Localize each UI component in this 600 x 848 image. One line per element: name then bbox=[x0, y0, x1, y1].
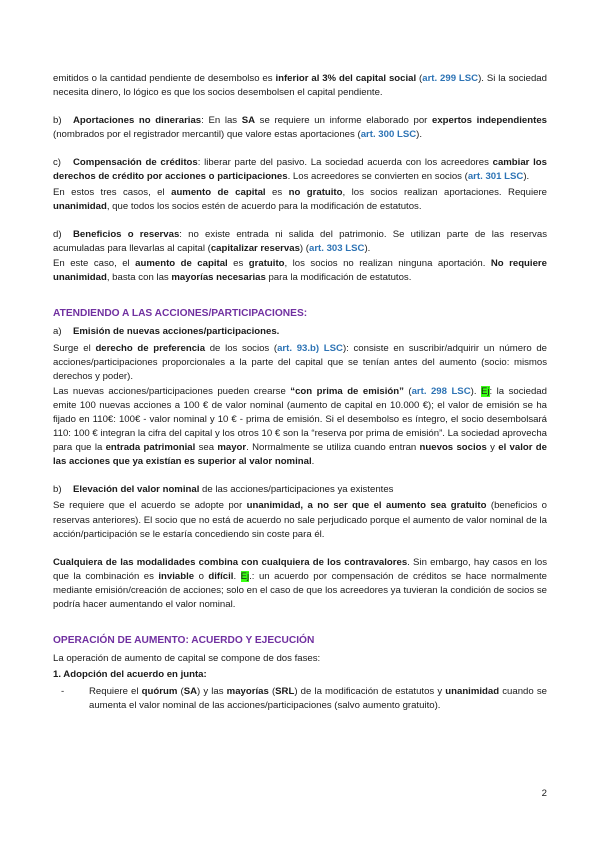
bold-text: Compensación de créditos bbox=[73, 157, 198, 169]
bold-text: SRL bbox=[275, 685, 295, 697]
text: , los socios realizan aportaciones. Requiere bbox=[342, 186, 547, 198]
paragraph-prima-emision bbox=[53, 385, 547, 470]
text: es bbox=[265, 186, 289, 198]
text: Surge el bbox=[53, 342, 96, 354]
text: ( bbox=[416, 73, 423, 84]
text: ( bbox=[177, 685, 184, 697]
text: ( bbox=[403, 385, 412, 397]
article-reference: art. 93.b) LSC bbox=[277, 342, 343, 354]
article-reference: art. 301 LSC bbox=[467, 171, 524, 183]
article-reference: art. 303 LSC bbox=[308, 242, 365, 254]
text: cuando se aumenta el valor nominal de las acciones/participaciones (salvo aumento gratuito). bbox=[89, 685, 547, 711]
paragraph-compensacion-creditos bbox=[53, 156, 547, 184]
text: ): consiste en suscribir/adquirir un número de acciones/participaciones proporcionales a la parte del capital que se tenían antes del aumento (socio: mismos derechos y poder). bbox=[53, 342, 548, 382]
bold-text: No requiere unanimidad bbox=[53, 257, 547, 284]
bold-text: 1. Adopción del acuerdo en junta: bbox=[53, 669, 207, 681]
paragraph-beneficios-reservas bbox=[53, 228, 547, 256]
text: ). bbox=[523, 171, 530, 183]
bold-text: unanimidad bbox=[53, 200, 107, 212]
bold-text: mayorías bbox=[226, 685, 269, 697]
text: . bbox=[311, 456, 315, 468]
text: Las nuevas acciones/participaciones pueden crearse bbox=[53, 385, 291, 397]
bold-text: “con prima de emisión” bbox=[290, 385, 404, 397]
text: . bbox=[233, 570, 241, 582]
text: ) ( bbox=[299, 242, 309, 254]
text: Requiere el bbox=[89, 685, 142, 697]
bold-text: no gratuito bbox=[288, 186, 343, 198]
bold-text: SA bbox=[183, 685, 198, 697]
bold-text: difícil bbox=[208, 570, 234, 582]
text: es bbox=[227, 257, 249, 269]
bold-text: Beneficios o reservas bbox=[73, 228, 180, 240]
text: (nombrados por el registrador mercantil) que valore estas aportaciones ( bbox=[53, 129, 361, 141]
bold-text: nuevos socios bbox=[419, 442, 487, 454]
dash-marker: - bbox=[61, 685, 65, 697]
list-label: d) bbox=[53, 228, 62, 240]
text: y bbox=[486, 442, 499, 454]
text: ). bbox=[364, 242, 371, 254]
section-heading-acciones: ATENDIENDO A LAS ACCIONES/PARTICIPACIONES: bbox=[53, 308, 308, 320]
article-reference: art. 298 LSC bbox=[411, 385, 471, 397]
list-label: c) bbox=[53, 157, 61, 169]
list-label: a) bbox=[53, 326, 62, 338]
subheading-adopcion bbox=[53, 668, 547, 682]
paragraph-desembolso bbox=[53, 72, 547, 100]
paragraph-aportaciones-no-dinerarias bbox=[53, 114, 547, 142]
bold-text: entrada patrimonial bbox=[105, 442, 196, 454]
document-page bbox=[53, 72, 547, 713]
text: .: un acuerdo por compensación de créditos se hace normalmente mediante emisión/creación de acciones; solo en el caso de que los acreedores ya tuvieran la condición de socios se podría hacer aumentando el valor nominal. bbox=[53, 570, 547, 610]
list-label: b) bbox=[53, 484, 62, 496]
article-reference: art. 299 LSC bbox=[422, 73, 479, 84]
text: para la modificación de estatutos. bbox=[265, 272, 412, 284]
bold-text: capitalizar reservas bbox=[210, 242, 300, 254]
paragraph-elevacion bbox=[53, 499, 547, 541]
bold-text: Elevación del valor nominal bbox=[73, 484, 200, 496]
text: : la sociedad emite 100 nuevas acciones a 100 € de valor nominal (aumento de capital en 10.000 €); el valor de emisión se ha fijado en 110€: 100€ - valor nominal y 10 € - prima de emisión. Si el desembolso es íntegro, el socio desembolsará 110: 100 € integran la cifra del capital y los otros 10 € son la “reserva por prima de emisión”. La sociedad aprovecha para que la bbox=[53, 385, 547, 454]
paragraph-combinacion bbox=[53, 556, 547, 612]
list-item bbox=[61, 685, 547, 713]
bold-text: aumento de capital bbox=[171, 186, 266, 198]
text: , que todos los socios estén de acuerdo para la modificación de estatutos. bbox=[106, 200, 422, 212]
text: ) de la modificación de estatutos y bbox=[294, 685, 446, 697]
subheading-elevacion bbox=[53, 483, 547, 497]
text: ). Si la sociedad necesita dinero, lo lógico es que los socios desembolsen el capital pendiente. bbox=[53, 73, 547, 99]
text: : no existe entrada ni salida del patrimonio. Se utilizan parte de las reservas acumuladas para llevarlas al capital ( bbox=[53, 228, 547, 254]
bold-text: SA bbox=[241, 115, 256, 127]
bold-text: el valor de las acciones que ya existían es superior al valor nominal bbox=[53, 442, 547, 468]
paragraph-fases: La operación de aumento de capital se compone de dos fases: bbox=[53, 653, 321, 665]
text: . Los acreedores se convierten en socios ( bbox=[287, 171, 468, 183]
paragraph-tres-casos bbox=[53, 186, 547, 214]
bold-text: gratuito bbox=[248, 257, 285, 269]
bold-text: unanimidad, a no ser que el aumento sea gratuito bbox=[246, 500, 487, 512]
bold-text: cambiar los derechos de crédito por acciones o participaciones bbox=[53, 157, 547, 183]
text: o bbox=[194, 570, 209, 582]
list-item-text bbox=[89, 685, 547, 713]
paragraph-este-caso bbox=[53, 257, 547, 285]
text: sea bbox=[195, 442, 218, 454]
bold-text: inviable bbox=[158, 570, 195, 582]
text: Se requiere que el acuerdo se adopte por bbox=[53, 500, 247, 512]
text: emitidos o la cantidad pendiente de desembolso es bbox=[53, 73, 276, 84]
section-heading-operacion: OPERACIÓN DE AUMENTO: ACUERDO Y EJECUCIÓN bbox=[53, 635, 315, 647]
bold-text: Emisión de nuevas acciones/participaciones. bbox=[73, 326, 280, 338]
text: se requiere un informe elaborado por bbox=[255, 115, 432, 127]
bold-text: expertos independientes bbox=[432, 115, 547, 127]
article-reference: art. 300 LSC bbox=[360, 129, 417, 141]
text: , los socios no realizan ninguna aportación. bbox=[284, 257, 491, 269]
text: ). bbox=[470, 385, 481, 397]
bold-text: inferior al 3% del capital social bbox=[275, 73, 417, 84]
paragraph-derecho-preferencia bbox=[53, 342, 547, 384]
text: ). bbox=[416, 129, 423, 141]
bold-text: unanimidad bbox=[445, 685, 500, 697]
text: . Normalmente se utiliza cuando entran bbox=[246, 442, 420, 454]
bold-text: derecho de preferencia bbox=[95, 342, 206, 354]
text: , basta con las bbox=[106, 272, 172, 284]
highlight-marker: Ej bbox=[480, 385, 490, 397]
bold-text: mayorías necesarias bbox=[171, 272, 266, 284]
bold-text: mayor bbox=[217, 442, 247, 454]
text: En este caso, el bbox=[53, 257, 136, 269]
bold-text: quórum bbox=[141, 685, 178, 697]
bold-text: Aportaciones no dinerarias bbox=[73, 115, 202, 127]
text: de las acciones/participaciones ya existentes bbox=[199, 484, 394, 496]
text: : liberar parte del pasivo. La sociedad acuerda con los acreedores bbox=[197, 157, 493, 169]
subheading-emision bbox=[53, 325, 547, 339]
highlight-marker: Ej bbox=[240, 570, 250, 582]
text: : En las bbox=[201, 115, 242, 127]
text: . Sin embargo, hay casos en los que la combinación es bbox=[53, 556, 547, 582]
text: ) y las bbox=[197, 685, 227, 697]
text: (beneficios o reservas anteriores). El socio que no está de acuerdo no sale perjudicado porque el aumento de valor nominal de la acción/participación se le estaría concediendo sin coste para él. bbox=[53, 500, 548, 540]
bold-text: Cualquiera de las modalidades combina con cualquiera de los contravalores bbox=[53, 556, 408, 568]
text: En estos tres casos, el bbox=[53, 186, 172, 198]
bold-text: aumento de capital bbox=[135, 257, 228, 269]
page-number: 2 bbox=[541, 788, 547, 799]
text: ( bbox=[268, 685, 276, 697]
list-label: b) bbox=[53, 115, 62, 127]
text: de los socios ( bbox=[205, 342, 278, 354]
